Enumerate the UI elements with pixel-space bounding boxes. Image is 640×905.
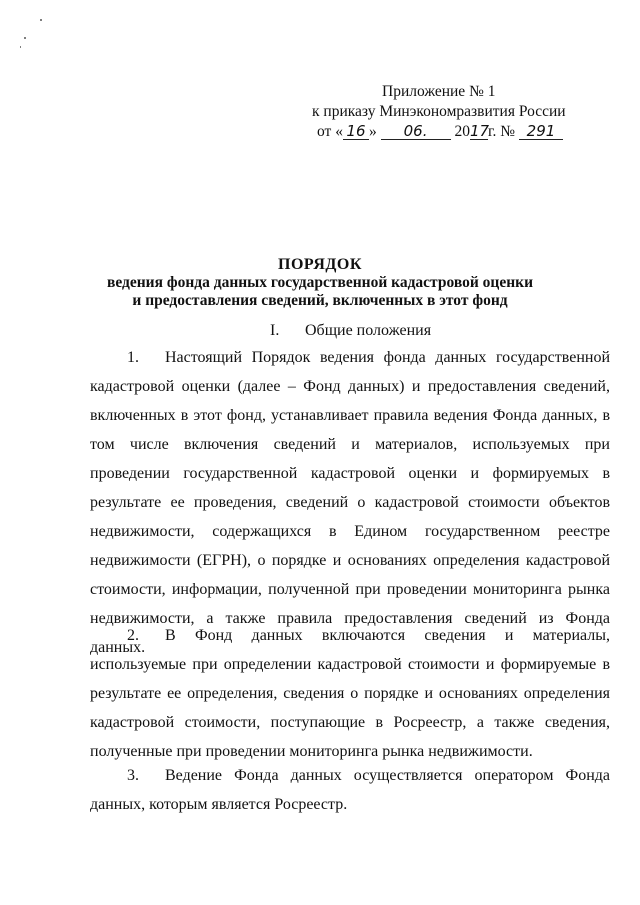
scan-speck: [24, 37, 26, 39]
paragraph-number: 1.: [127, 349, 139, 366]
date-year-label: г. №: [487, 123, 516, 140]
scan-speck: [20, 46, 21, 48]
date-prefix: от «: [317, 123, 343, 140]
date-year-handwritten: 17: [469, 122, 490, 140]
document-title: ПОРЯДОК: [278, 256, 362, 273]
appendix-order-reference: к приказу Минэкономразвития России: [312, 103, 566, 120]
paragraph-1: [90, 343, 610, 662]
date-mid: »: [368, 123, 377, 140]
order-number-handwritten: 291: [519, 123, 563, 140]
section-name: Общие положения: [305, 322, 432, 339]
scan-speck: [40, 19, 42, 21]
section-number: I.: [270, 322, 280, 339]
paragraph-text: Настоящий Порядок ведения фонда данных государственной кадастровой оценки (далее – Фонд данных) и предоставления сведений, включенных в этот фонд, устанавливает правила ведения Фонда данных, в том числе включения сведений и материалов, используемых при проведении государственной кадастровой оценки и формируемых в результате ее проведения, сведений о кадастровой стоимости объектов недвижимости, содержащихся в Едином государственном реестре недвижимости (ЕГРН), о порядке и основаниях определения кадастровой стоимости, информации, полученной при проведении мониторинга рынка недвижимости, а также правила предоставления сведений из Фонда данных.: [90, 349, 610, 656]
paragraph-3: [90, 761, 610, 819]
date-year-prefix: 20: [454, 123, 470, 140]
document-subtitle-line-1: ведения фонда данных государственной кадастровой оценки: [106, 274, 534, 291]
paragraph-number: 3.: [127, 767, 139, 784]
document-subtitle-line-2: и предоставления сведений, включенных в этот фонд: [132, 292, 508, 309]
appendix-date-line: [312, 122, 582, 142]
paragraph-2: [90, 621, 610, 766]
appendix-header: [312, 82, 582, 142]
paragraph-text: В Фонд данных включаются сведения и материалы, используемые при определении кадастровой стоимости и формируемые в результате ее определения, сведения о порядке и основаниях определения кадастровой стоимости, поступающие в Росреестр, а также сведения, полученные при проведении мониторинга рынка недвижимости.: [90, 627, 610, 760]
date-day-handwritten: 16: [343, 123, 369, 140]
paragraph-text: Ведение Фонда данных осуществляется оператором Фонда данных, которым является Росреестр.: [90, 767, 610, 813]
date-month-handwritten: 06.: [381, 123, 451, 140]
appendix-title: Приложение № 1: [382, 83, 496, 100]
paragraph-number: 2.: [127, 627, 139, 644]
